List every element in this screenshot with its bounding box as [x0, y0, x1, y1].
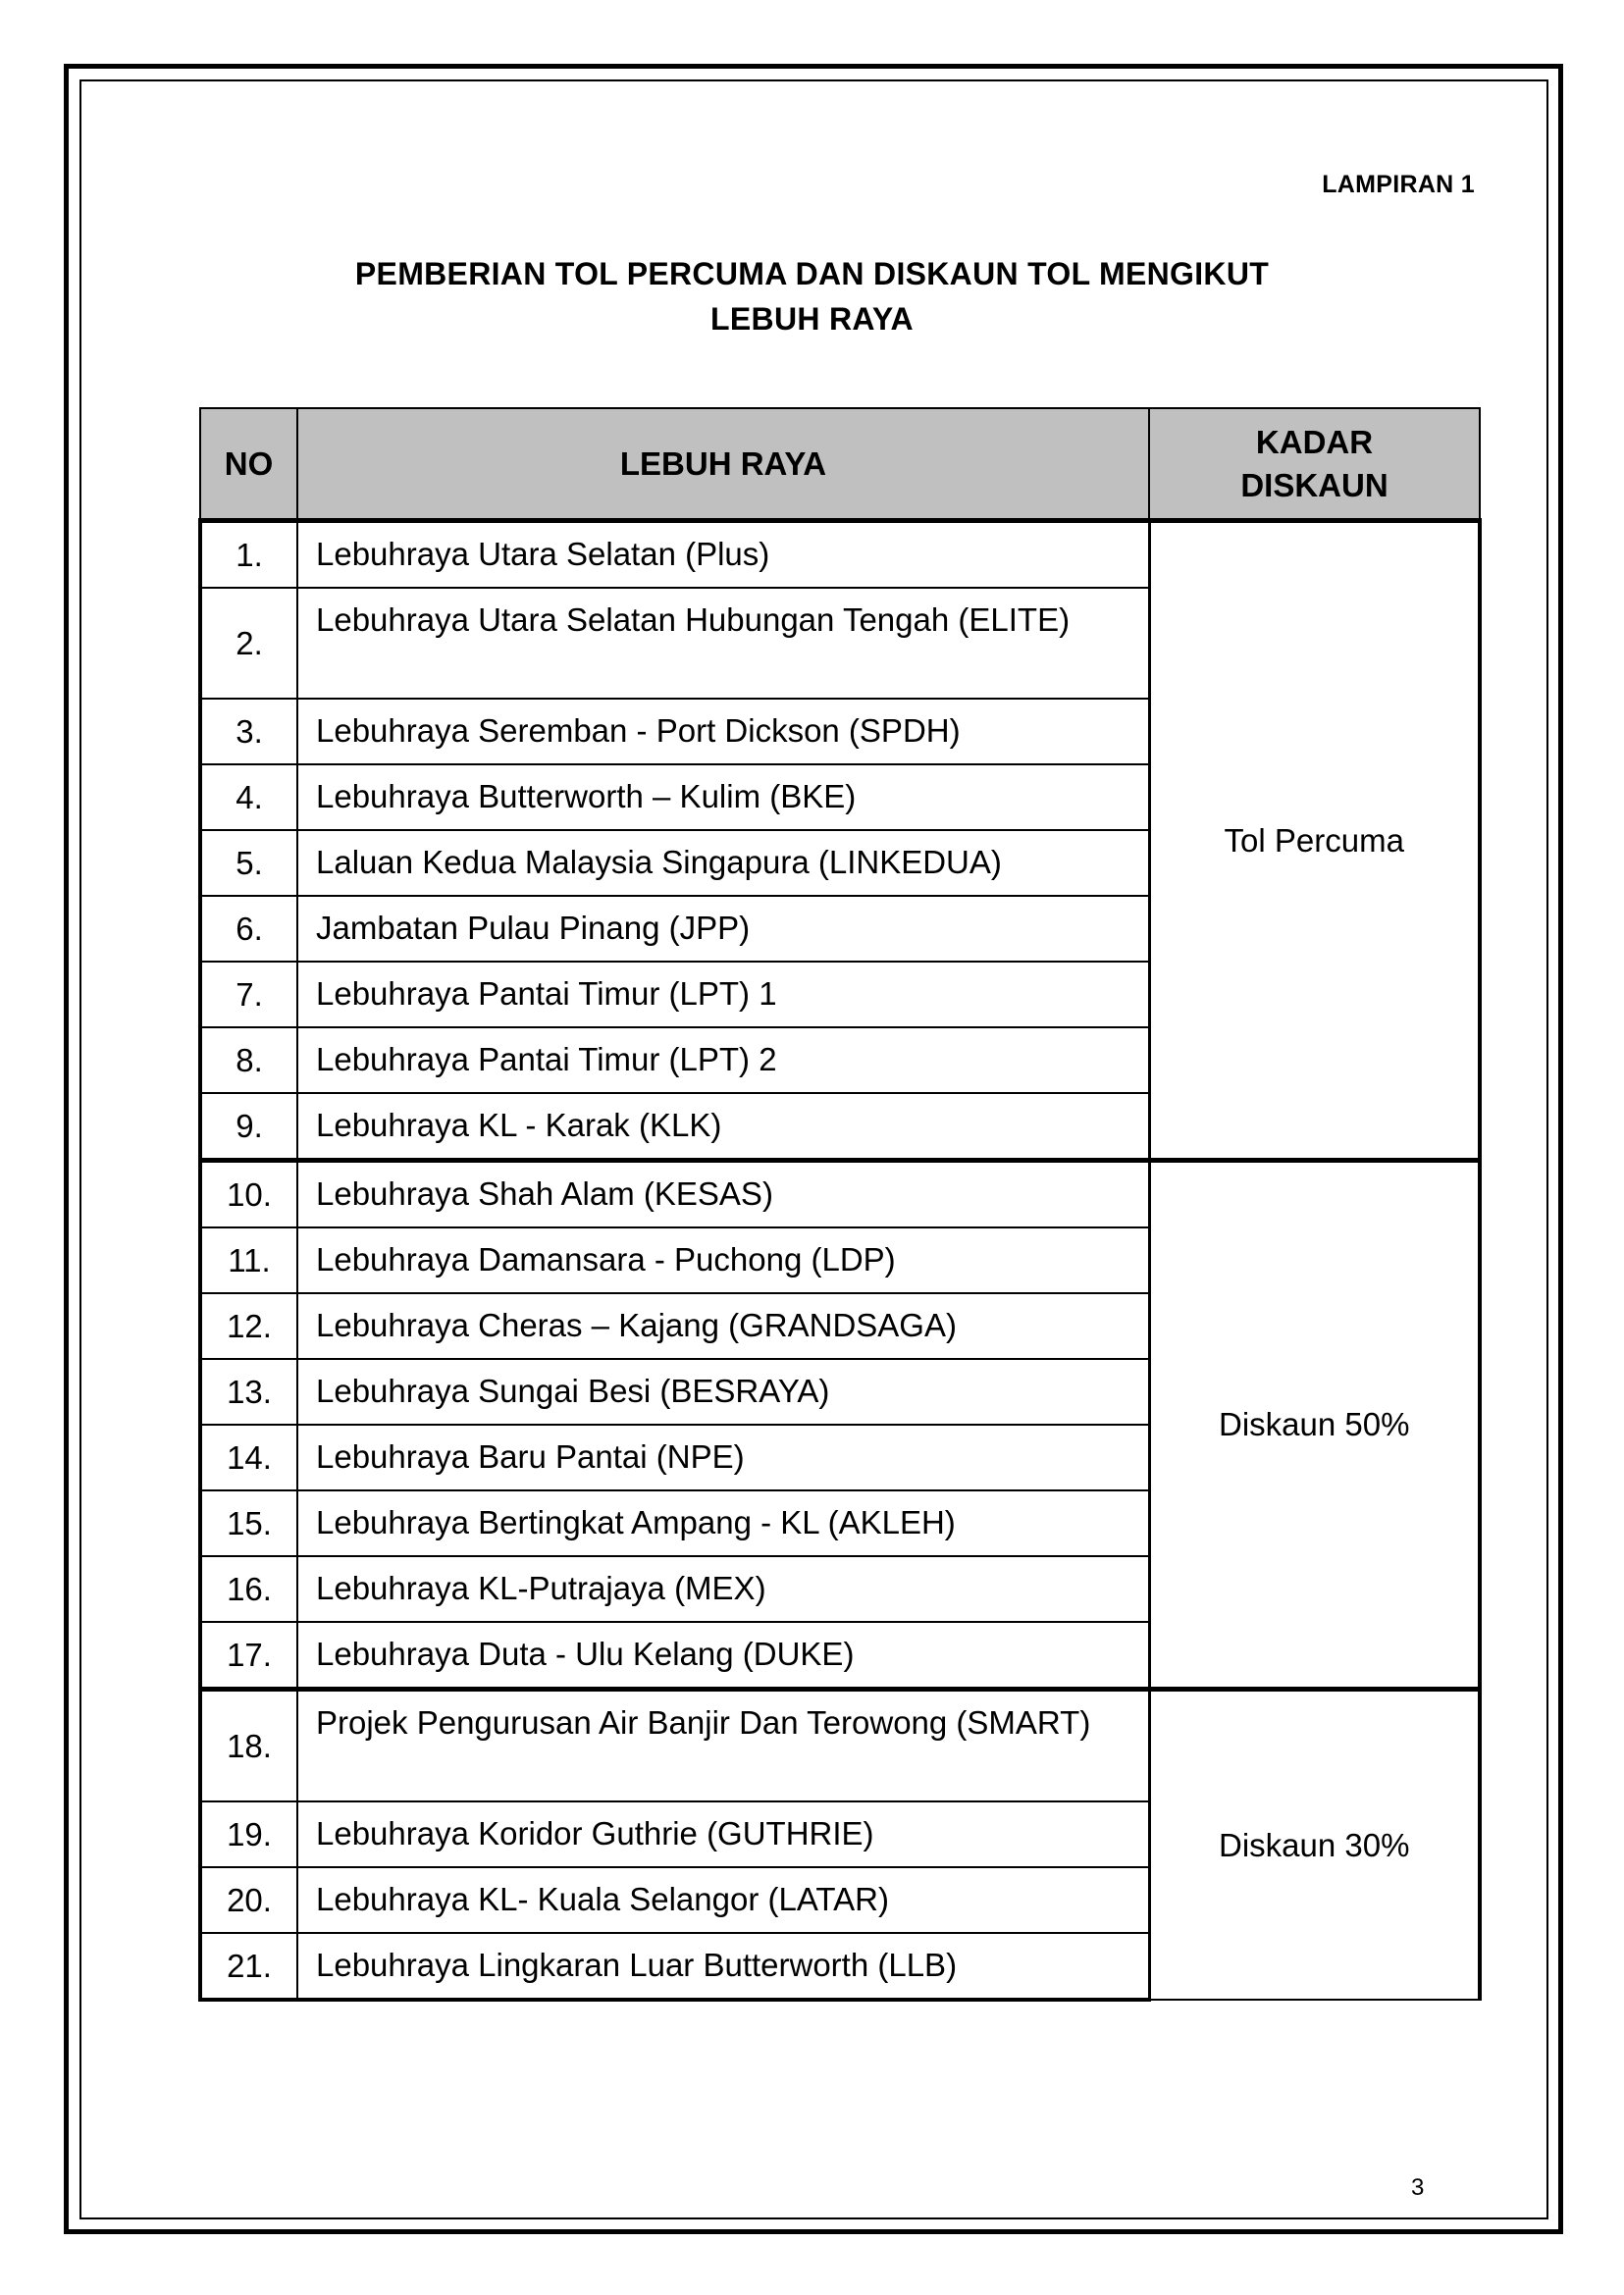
row-number: 20.: [200, 1867, 297, 1933]
discount-rate: Diskaun 50%: [1149, 1161, 1480, 1690]
highway-toll-table: [198, 407, 1482, 2002]
appendix-label: LAMPIRAN 1: [1322, 171, 1475, 198]
highway-name: Lebuhraya Utara Selatan Hubungan Tengah (ELITE): [297, 588, 1149, 699]
row-number: 2.: [200, 588, 297, 699]
row-number: 10.: [200, 1161, 297, 1228]
rate-group: [200, 1161, 1480, 1690]
row-number: 13.: [200, 1359, 297, 1425]
highway-name: Lebuhraya Utara Selatan (Plus): [297, 521, 1149, 589]
table-row: [200, 521, 1480, 589]
highway-name: Lebuhraya KL-Putrajaya (MEX): [297, 1556, 1149, 1622]
highway-name: Lebuhraya KL - Karak (KLK): [297, 1093, 1149, 1161]
header-discount-rate: [1149, 408, 1480, 521]
discount-rate: Tol Percuma: [1149, 521, 1480, 1161]
row-number: 7.: [200, 962, 297, 1027]
header-highway: LEBUH RAYA: [297, 408, 1149, 521]
row-number: 8.: [200, 1027, 297, 1093]
row-number: 11.: [200, 1227, 297, 1293]
row-number: 9.: [200, 1093, 297, 1161]
row-number: 12.: [200, 1293, 297, 1359]
highway-name: Projek Pengurusan Air Banjir Dan Terowong (SMART): [297, 1690, 1149, 1802]
header-rate-line-1: KADAR: [1255, 423, 1374, 460]
row-number: 4.: [200, 764, 297, 830]
row-number: 17.: [200, 1622, 297, 1690]
table-header-row: [200, 408, 1480, 521]
document-title: [0, 251, 1624, 341]
row-number: 1.: [200, 521, 297, 589]
highway-name: Lebuhraya Bertingkat Ampang - KL (AKLEH): [297, 1490, 1149, 1556]
highway-name: Lebuhraya Duta - Ulu Kelang (DUKE): [297, 1622, 1149, 1690]
highway-name: Lebuhraya Lingkaran Luar Butterworth (LLB): [297, 1933, 1149, 2000]
row-number: 18.: [200, 1690, 297, 1802]
title-line-2: LEBUH RAYA: [710, 301, 914, 337]
highway-name: Lebuhraya Butterworth – Kulim (BKE): [297, 764, 1149, 830]
row-number: 6.: [200, 896, 297, 962]
highway-name: Lebuhraya Baru Pantai (NPE): [297, 1425, 1149, 1490]
highway-name: Laluan Kedua Malaysia Singapura (LINKEDUA): [297, 830, 1149, 896]
highway-name: Lebuhraya Pantai Timur (LPT) 1: [297, 962, 1149, 1027]
highway-name: Lebuhraya Shah Alam (KESAS): [297, 1161, 1149, 1228]
row-number: 19.: [200, 1801, 297, 1867]
discount-rate: Diskaun 30%: [1149, 1690, 1480, 2001]
row-number: 15.: [200, 1490, 297, 1556]
row-number: 14.: [200, 1425, 297, 1490]
highway-name: Lebuhraya Cheras – Kajang (GRANDSAGA): [297, 1293, 1149, 1359]
title-line-1: PEMBERIAN TOL PERCUMA DAN DISKAUN TOL MENGIKUT: [354, 256, 1270, 291]
rate-group: [200, 521, 1480, 1161]
highway-name: Lebuhraya Koridor Guthrie (GUTHRIE): [297, 1801, 1149, 1867]
highway-name: Lebuhraya Seremban - Port Dickson (SPDH): [297, 699, 1149, 764]
highway-name: Lebuhraya Damansara - Puchong (LDP): [297, 1227, 1149, 1293]
row-number: 5.: [200, 830, 297, 896]
table-row: [200, 1690, 1480, 1802]
row-number: 3.: [200, 699, 297, 764]
header-rate-line-2: DISKAUN: [1240, 466, 1388, 503]
row-number: 21.: [200, 1933, 297, 2000]
highway-name: Lebuhraya Pantai Timur (LPT) 2: [297, 1027, 1149, 1093]
highway-name: Lebuhraya Sungai Besi (BESRAYA): [297, 1359, 1149, 1425]
row-number: 16.: [200, 1556, 297, 1622]
header-no: NO: [200, 408, 297, 521]
highway-name: Jambatan Pulau Pinang (JPP): [297, 896, 1149, 962]
rate-group: [200, 1690, 1480, 2001]
highway-name: Lebuhraya KL- Kuala Selangor (LATAR): [297, 1867, 1149, 1933]
page-number: 3: [1411, 2174, 1425, 2201]
table-row: [200, 1161, 1480, 1228]
